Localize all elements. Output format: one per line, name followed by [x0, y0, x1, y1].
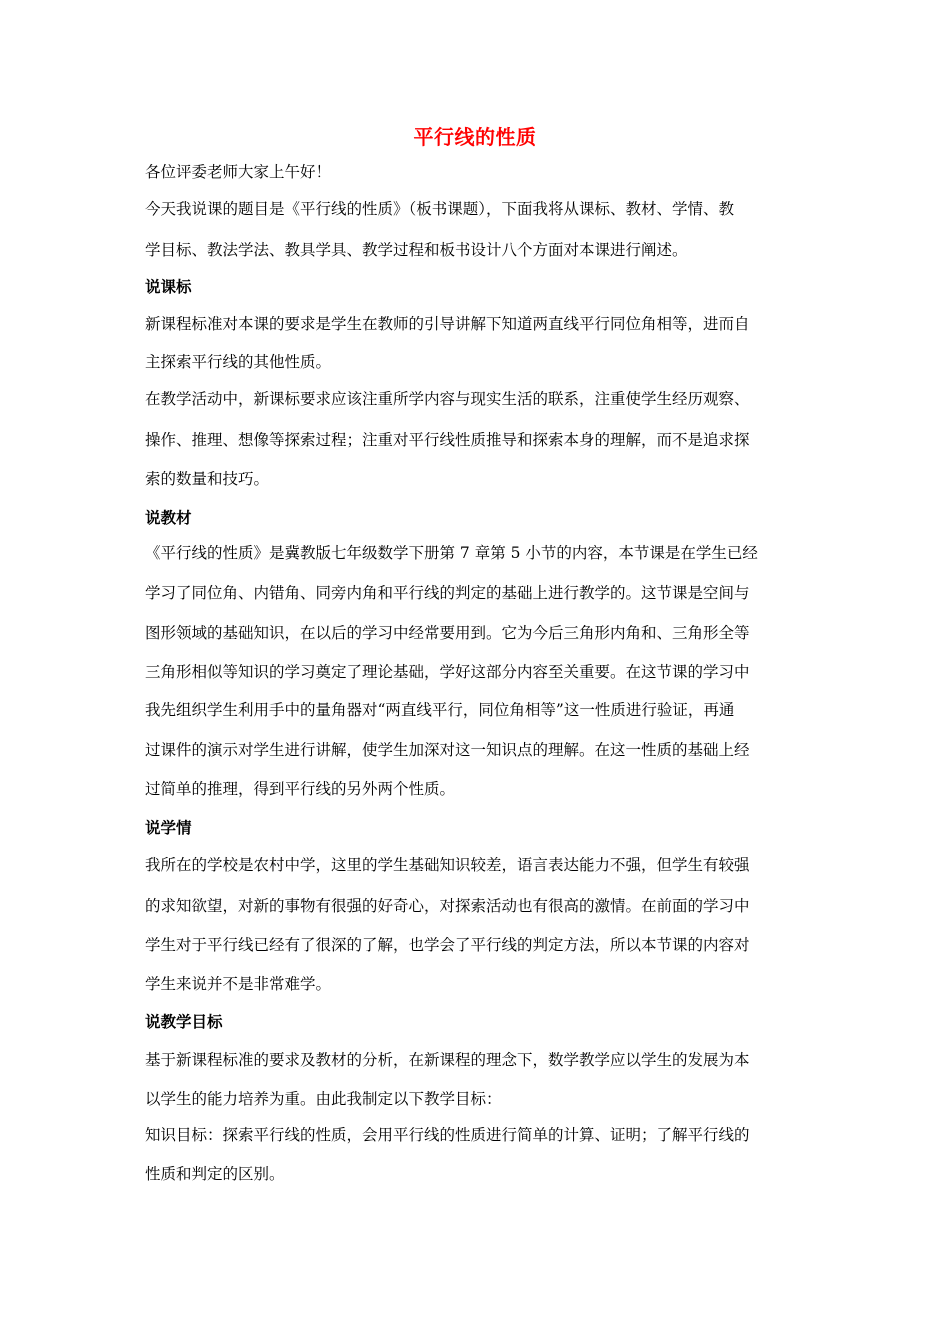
- section-heading: 说学情: [145, 818, 192, 837]
- paragraph-line: 的求知欲望，对新的事物有很强的好奇心，对探索活动也有很高的激情。在前面的学习中: [145, 897, 750, 915]
- paragraph-line: 今天我说课的题目是《平行线的性质》（板书课题），下面我将从课标、教材、学情、教: [145, 200, 735, 218]
- paragraph-line: 索的数量和技巧。: [145, 470, 270, 488]
- paragraph-line: 三角形相似等知识的学习奠定了理论基础，学好这部分内容至关重要。在这节课的学习中: [145, 663, 750, 681]
- paragraph-line: 性质和判定的区别。: [145, 1165, 285, 1183]
- section-heading: 说教学目标: [145, 1012, 223, 1031]
- paragraph-line: 知识目标：探索平行线的性质，会用平行线的性质进行简单的计算、证明；了解平行线的: [145, 1126, 750, 1144]
- paragraph-line: 新课程标准对本课的要求是学生在教师的引导讲解下知道两直线平行同位角相等，进而自: [145, 315, 750, 333]
- paragraph-line: 操作、推理、想像等探索过程；注重对平行线性质推导和探索本身的理解，而不是追求探: [145, 431, 750, 449]
- paragraph-line: 在教学活动中，新课标要求应该注重所学内容与现实生活的联系，注重使学生经历观察、: [145, 390, 750, 408]
- paragraph-line: 过课件的演示对学生进行讲解，使学生加深对这一知识点的理解。在这一性质的基础上经: [145, 741, 750, 759]
- paragraph-line: 《平行线的性质》是冀教版七年级数学下册第 7 章第 5 小节的内容，本节课是在学生已经: [145, 544, 758, 562]
- paragraph-line: 我所在的学校是农村中学，这里的学生基础知识较差，语言表达能力不强，但学生有较强: [145, 856, 750, 874]
- section-heading: 说课标: [145, 277, 192, 296]
- paragraph-line: 学习了同位角、内错角、同旁内角和平行线的判定的基础上进行教学的。这节课是空间与: [145, 584, 750, 602]
- paragraph-line: 各位评委老师大家上午好！: [145, 163, 332, 181]
- paragraph-line: 以学生的能力培养为重。由此我制定以下教学目标：: [145, 1090, 502, 1108]
- paragraph-line: 学生来说并不是非常难学。: [145, 975, 332, 993]
- paragraph-line: 图形领域的基础知识，在以后的学习中经常要用到。它为今后三角形内角和、三角形全等: [145, 624, 750, 642]
- paragraph-line: 基于新课程标准的要求及教材的分析，在新课程的理念下，数学教学应以学生的发展为本: [145, 1051, 750, 1069]
- paragraph-line: 学目标、教法学法、教具学具、教学过程和板书设计八个方面对本课进行阐述。: [145, 241, 688, 259]
- paragraph-line: 学生对于平行线已经有了很深的了解，也学会了平行线的判定方法，所以本节课的内容对: [145, 936, 750, 954]
- paragraph-line: 我先组织学生利用手中的量角器对“两直线平行，同位角相等”这一性质进行验证，再通: [145, 701, 735, 719]
- document-title: 平行线的性质: [413, 125, 537, 149]
- paragraph-line: 过简单的推理，得到平行线的另外两个性质。: [145, 780, 456, 798]
- section-heading: 说教材: [145, 508, 192, 527]
- paragraph-line: 主探索平行线的其他性质。: [145, 353, 332, 371]
